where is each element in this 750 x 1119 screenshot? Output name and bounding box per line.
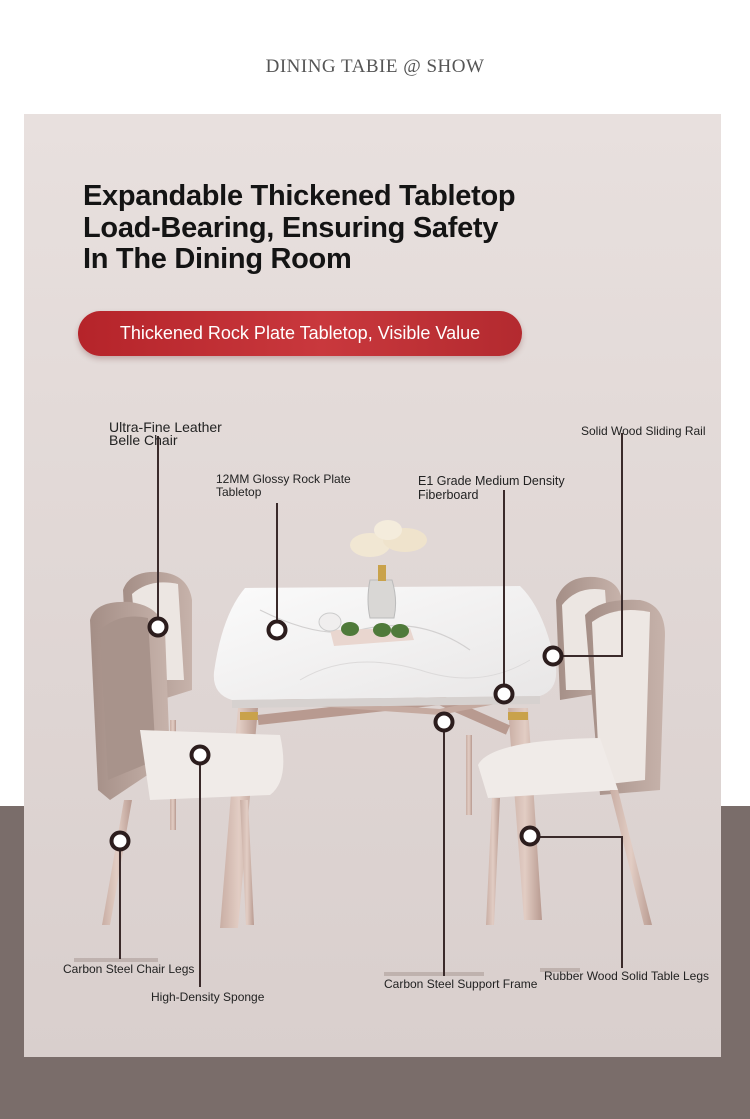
leader-rail-h <box>553 655 623 657</box>
hotspot-rock-plate[interactable] <box>267 620 288 641</box>
leader-fiberboard <box>503 490 505 694</box>
leader-support-frame <box>443 722 445 976</box>
leader-table-legs-h <box>530 836 623 838</box>
hotspot-chair-legs[interactable] <box>110 831 131 852</box>
label-sliding-rail: Solid Wood Sliding Rail <box>581 424 706 438</box>
hotspot-leather-chair[interactable] <box>148 617 169 638</box>
leader-chair-legs <box>119 841 121 959</box>
hotspot-sponge[interactable] <box>190 745 211 766</box>
leader-leather <box>157 436 159 626</box>
leader-rail-v <box>621 433 623 656</box>
feature-banner: Thickened Rock Plate Tabletop, Visible Value <box>78 311 522 356</box>
leader-sponge <box>199 755 201 987</box>
hotspot-table-legs[interactable] <box>520 826 541 847</box>
leader-table-legs-v <box>621 836 623 968</box>
label-fiberboard: E1 Grade Medium Density Fiberboard <box>418 474 565 502</box>
page-title: DINING TABIE @ SHOW <box>265 56 485 77</box>
leader-rock-plate <box>276 503 278 629</box>
hotspot-sliding-rail[interactable] <box>543 646 564 667</box>
headline <box>83 181 683 276</box>
hotspot-support-frame[interactable] <box>434 712 455 733</box>
label-sponge: High-Density Sponge <box>151 990 265 1004</box>
hotspot-fiberboard[interactable] <box>494 684 515 705</box>
label-rock-plate: 12MM Glossy Rock Plate Tabletop <box>216 472 351 499</box>
label-table-legs: Rubber Wood Solid Table Legs <box>544 969 709 983</box>
label-support-frame: Carbon Steel Support Frame <box>384 977 538 991</box>
label-leather-chair: Ultra-Fine Leather Belle Chair <box>109 419 222 448</box>
headline-line-2: Load-Bearing, Ensuring Safety <box>83 211 499 244</box>
headline-line-1: Expandable Thickened Tabletop <box>83 180 516 212</box>
headline-line-3: In The Dining Room <box>83 243 352 275</box>
label-chair-legs: Carbon Steel Chair Legs <box>63 962 195 976</box>
